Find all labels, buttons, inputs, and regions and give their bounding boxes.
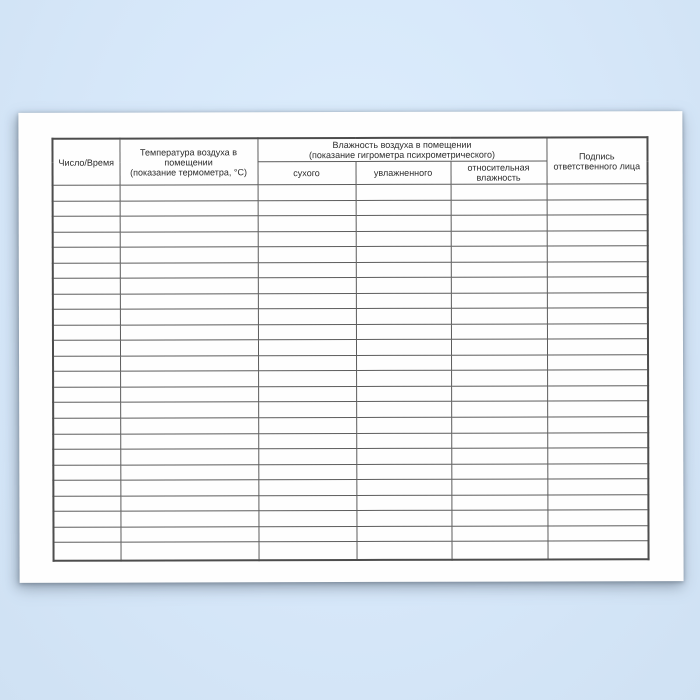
empty-cell xyxy=(120,356,258,372)
empty-cell xyxy=(53,216,120,232)
empty-cell xyxy=(120,371,258,387)
empty-cell xyxy=(120,262,258,278)
empty-cell xyxy=(120,293,258,309)
table-row xyxy=(53,230,648,247)
empty-cell xyxy=(356,448,451,464)
empty-cell xyxy=(451,262,547,278)
empty-cell xyxy=(451,526,547,542)
empty-cell xyxy=(258,324,356,340)
empty-cell xyxy=(120,449,258,465)
empty-cell xyxy=(451,495,547,511)
empty-cell xyxy=(356,479,451,495)
log-table xyxy=(51,136,649,562)
table-row xyxy=(53,525,648,542)
empty-cell xyxy=(120,200,258,216)
table-row xyxy=(53,215,648,232)
empty-cell xyxy=(258,511,356,527)
header-moistened-label: увлажненного xyxy=(373,167,433,178)
table-row xyxy=(53,401,648,418)
table-row xyxy=(53,432,648,449)
empty-cell xyxy=(451,277,547,293)
empty-cell xyxy=(120,216,258,232)
header-relative-line2: влажность xyxy=(476,172,521,183)
empty-cell xyxy=(356,510,451,526)
table-row xyxy=(53,184,648,201)
empty-cell xyxy=(451,355,547,371)
empty-cell xyxy=(451,401,547,417)
table-row xyxy=(53,417,648,434)
header-date-time xyxy=(52,139,119,186)
header-humidity-line2: (показание гигрометра психрометрического) xyxy=(309,149,495,161)
empty-cell xyxy=(53,263,120,279)
empty-cell xyxy=(53,434,120,450)
empty-cell xyxy=(547,494,648,510)
empty-cell xyxy=(120,511,258,527)
empty-cell xyxy=(547,525,648,541)
empty-cell xyxy=(120,433,258,449)
empty-cell xyxy=(356,324,451,340)
empty-cell xyxy=(53,496,120,512)
header-row-top xyxy=(52,137,647,162)
empty-cell xyxy=(451,231,547,247)
table-row xyxy=(53,494,648,511)
table-row xyxy=(53,246,648,263)
empty-cell xyxy=(53,511,120,527)
empty-cell xyxy=(258,464,356,480)
empty-cell xyxy=(356,355,451,371)
empty-cell xyxy=(120,480,258,496)
empty-cell xyxy=(258,184,356,200)
empty-cell xyxy=(53,356,120,372)
empty-cell xyxy=(547,292,648,308)
empty-cell xyxy=(53,403,120,419)
empty-cell xyxy=(356,277,451,293)
empty-cell xyxy=(356,464,451,480)
header-temperature-line3: (показание термометра, °С) xyxy=(130,166,248,178)
empty-cell xyxy=(53,278,120,294)
header-date-time-label: Число/Время xyxy=(58,157,115,168)
empty-cell xyxy=(451,246,547,262)
header-dry-label: сухого xyxy=(293,168,320,179)
empty-cell xyxy=(356,526,451,542)
empty-cell xyxy=(451,432,547,448)
empty-cell xyxy=(356,231,451,247)
empty-cell xyxy=(258,480,356,496)
empty-cell xyxy=(258,449,356,465)
header-temperature xyxy=(119,138,257,185)
empty-cell xyxy=(547,230,648,246)
header-temperature-line1: Температура воздуха в xyxy=(139,146,237,158)
empty-cell xyxy=(258,231,356,247)
table-row xyxy=(53,261,648,278)
empty-cell xyxy=(356,340,451,356)
empty-cell xyxy=(451,324,547,340)
empty-cell xyxy=(547,479,648,495)
empty-cell xyxy=(54,542,121,560)
empty-cell xyxy=(356,293,451,309)
empty-cell xyxy=(547,432,648,448)
empty-cell xyxy=(547,246,648,262)
empty-cell xyxy=(258,309,356,325)
empty-cell xyxy=(451,386,547,402)
empty-cell xyxy=(53,418,120,434)
empty-cell xyxy=(451,200,547,216)
empty-cell xyxy=(120,526,258,542)
empty-cell xyxy=(53,465,120,481)
empty-cell xyxy=(356,417,451,433)
empty-cell xyxy=(356,495,451,511)
empty-cell xyxy=(258,402,356,418)
empty-cell xyxy=(53,309,120,325)
empty-cell xyxy=(547,510,648,526)
empty-cell xyxy=(258,340,356,356)
empty-cell xyxy=(451,215,547,231)
empty-cell xyxy=(258,247,356,263)
empty-cell xyxy=(120,387,258,403)
table-row xyxy=(53,386,648,403)
empty-cell xyxy=(451,417,547,433)
empty-cell xyxy=(547,448,648,464)
empty-cell xyxy=(120,247,258,263)
empty-cell xyxy=(258,371,356,387)
empty-cell xyxy=(356,386,451,402)
empty-cell xyxy=(547,277,648,293)
empty-cell xyxy=(547,386,648,402)
empty-cell xyxy=(451,464,547,480)
table-row xyxy=(53,355,648,372)
empty-cell xyxy=(259,542,357,561)
empty-cell xyxy=(547,261,648,277)
empty-cell xyxy=(451,448,547,464)
header-temperature-line2: помещении xyxy=(164,156,213,167)
empty-cell xyxy=(258,216,356,232)
empty-cell xyxy=(451,293,547,309)
empty-cell xyxy=(53,371,120,387)
empty-cell xyxy=(53,185,120,201)
table-row xyxy=(53,463,648,480)
table-row xyxy=(53,479,648,496)
empty-cell xyxy=(451,510,547,526)
empty-cell xyxy=(53,201,120,217)
empty-cell xyxy=(547,370,648,386)
empty-cell xyxy=(451,308,547,324)
table-body xyxy=(53,184,649,561)
empty-cell xyxy=(53,294,120,310)
empty-cell xyxy=(120,340,258,356)
empty-cell xyxy=(53,340,120,356)
empty-cell xyxy=(547,215,648,231)
empty-cell xyxy=(120,325,258,341)
empty-cell xyxy=(356,262,451,278)
empty-cell xyxy=(547,308,648,324)
table-row xyxy=(53,448,648,465)
table-row xyxy=(53,308,648,325)
empty-cell xyxy=(53,449,120,465)
empty-cell xyxy=(53,247,120,263)
header-relative-humidity xyxy=(451,161,547,184)
header-humidity-group xyxy=(257,137,546,161)
empty-cell xyxy=(258,293,356,309)
table-row xyxy=(53,339,648,356)
empty-cell xyxy=(120,185,258,201)
paper-sheet xyxy=(18,111,683,583)
empty-cell xyxy=(356,184,451,200)
empty-cell xyxy=(356,215,451,231)
table-row xyxy=(53,199,648,216)
empty-cell xyxy=(258,262,356,278)
empty-cell xyxy=(258,200,356,216)
table-row xyxy=(54,541,649,561)
empty-cell xyxy=(356,402,451,418)
empty-cell xyxy=(120,402,258,418)
empty-cell xyxy=(356,246,451,262)
header-moistened xyxy=(356,161,451,184)
empty-cell xyxy=(121,542,259,561)
empty-cell xyxy=(258,433,356,449)
empty-cell xyxy=(258,278,356,294)
empty-cell xyxy=(258,526,356,542)
empty-cell xyxy=(120,278,258,294)
empty-cell xyxy=(120,495,258,511)
empty-cell xyxy=(258,386,356,402)
header-signature xyxy=(546,137,647,184)
empty-cell xyxy=(451,184,547,200)
empty-cell xyxy=(547,199,648,215)
table-row xyxy=(53,370,648,387)
empty-cell xyxy=(451,370,547,386)
empty-cell xyxy=(120,309,258,325)
table-row xyxy=(53,292,648,309)
empty-cell xyxy=(120,231,258,247)
empty-cell xyxy=(258,417,356,433)
empty-cell xyxy=(120,464,258,480)
header-signature-line1: Подпись xyxy=(578,150,615,161)
empty-cell xyxy=(357,541,452,560)
empty-cell xyxy=(547,401,648,417)
empty-cell xyxy=(53,480,120,496)
table-row xyxy=(53,324,648,341)
empty-cell xyxy=(547,339,648,355)
empty-cell xyxy=(451,339,547,355)
header-dry xyxy=(258,161,356,184)
empty-cell xyxy=(356,433,451,449)
empty-cell xyxy=(120,418,258,434)
header-relative-line1: относительная xyxy=(467,162,530,173)
table-row xyxy=(53,510,648,527)
empty-cell xyxy=(53,387,120,403)
empty-cell xyxy=(547,417,648,433)
empty-cell xyxy=(53,232,120,248)
empty-cell xyxy=(547,184,648,200)
header-signature-line2: ответственного лица xyxy=(553,160,641,171)
table-header xyxy=(52,137,647,185)
empty-cell xyxy=(53,527,120,543)
empty-cell xyxy=(356,371,451,387)
empty-cell xyxy=(547,355,648,371)
empty-cell xyxy=(53,325,120,341)
header-humidity-line1: Влажность воздуха в помещении xyxy=(332,139,472,151)
empty-cell xyxy=(548,541,649,560)
empty-cell xyxy=(547,324,648,340)
empty-cell xyxy=(452,541,548,560)
empty-cell xyxy=(451,479,547,495)
empty-cell xyxy=(356,200,451,216)
empty-cell xyxy=(258,495,356,511)
empty-cell xyxy=(258,355,356,371)
empty-cell xyxy=(547,463,648,479)
table-row xyxy=(53,277,648,294)
empty-cell xyxy=(356,308,451,324)
